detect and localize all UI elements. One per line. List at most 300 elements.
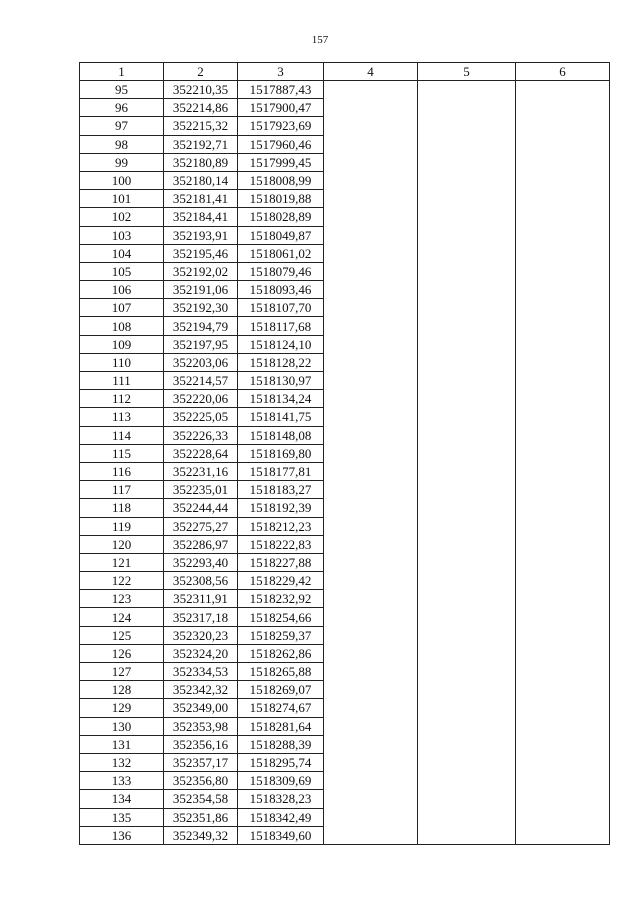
x-coordinate-cell: 352181,41: [164, 190, 238, 208]
header-row: [80, 63, 610, 81]
x-coordinate-cell: 352180,14: [164, 171, 238, 189]
x-coordinate-cell: 352311,91: [164, 590, 238, 608]
x-coordinate-cell: 352354,58: [164, 790, 238, 808]
point-number-cell: 131: [80, 735, 164, 753]
point-number-cell: 101: [80, 190, 164, 208]
y-coordinate-cell: 1518128,22: [238, 353, 324, 371]
y-coordinate-cell: 1518328,23: [238, 790, 324, 808]
point-number-cell: 107: [80, 299, 164, 317]
y-coordinate-cell: 1518049,87: [238, 226, 324, 244]
empty-cell: [516, 317, 610, 335]
empty-cell: [418, 663, 516, 681]
empty-cell: [516, 281, 610, 299]
table-row: [80, 735, 610, 753]
empty-cell: [324, 553, 418, 571]
table-row: [80, 681, 610, 699]
point-number-cell: 134: [80, 790, 164, 808]
point-number-cell: 106: [80, 281, 164, 299]
point-number-cell: 97: [80, 117, 164, 135]
empty-cell: [324, 717, 418, 735]
x-coordinate-cell: 352244,44: [164, 499, 238, 517]
point-number-cell: 128: [80, 681, 164, 699]
empty-cell: [516, 190, 610, 208]
y-coordinate-cell: 1518349,60: [238, 826, 324, 844]
point-number-cell: 127: [80, 663, 164, 681]
point-number-cell: 99: [80, 153, 164, 171]
y-coordinate-cell: 1518148,08: [238, 426, 324, 444]
y-coordinate-cell: 1518192,39: [238, 499, 324, 517]
x-coordinate-cell: 352308,56: [164, 572, 238, 590]
y-coordinate-cell: 1518061,02: [238, 244, 324, 262]
empty-cell: [516, 644, 610, 662]
table-row: [80, 281, 610, 299]
x-coordinate-cell: 352275,27: [164, 517, 238, 535]
empty-cell: [516, 608, 610, 626]
point-number-cell: 102: [80, 208, 164, 226]
x-coordinate-cell: 352203,06: [164, 353, 238, 371]
y-coordinate-cell: 1518265,88: [238, 663, 324, 681]
y-coordinate-cell: 1518281,64: [238, 717, 324, 735]
table-row: [80, 772, 610, 790]
point-number-cell: 120: [80, 535, 164, 553]
y-coordinate-cell: 1518254,66: [238, 608, 324, 626]
table-row: [80, 699, 610, 717]
y-coordinate-cell: 1518134,24: [238, 390, 324, 408]
table-row: [80, 462, 610, 480]
empty-cell: [418, 481, 516, 499]
empty-cell: [418, 117, 516, 135]
y-coordinate-cell: 1518008,99: [238, 171, 324, 189]
point-number-cell: 129: [80, 699, 164, 717]
x-coordinate-cell: 352194,79: [164, 317, 238, 335]
x-coordinate-cell: 352210,35: [164, 81, 238, 99]
empty-cell: [418, 317, 516, 335]
empty-cell: [324, 808, 418, 826]
empty-cell: [516, 335, 610, 353]
empty-cell: [324, 626, 418, 644]
x-coordinate-cell: 352214,57: [164, 372, 238, 390]
table-row: [80, 608, 610, 626]
empty-cell: [516, 408, 610, 426]
y-coordinate-cell: 1518079,46: [238, 262, 324, 280]
point-number-cell: 115: [80, 444, 164, 462]
table-row: [80, 190, 610, 208]
x-coordinate-cell: 352320,23: [164, 626, 238, 644]
x-coordinate-cell: 352214,86: [164, 99, 238, 117]
point-number-cell: 126: [80, 644, 164, 662]
y-coordinate-cell: 1518229,42: [238, 572, 324, 590]
y-coordinate-cell: 1518232,92: [238, 590, 324, 608]
point-number-cell: 100: [80, 171, 164, 189]
x-coordinate-cell: 352356,16: [164, 735, 238, 753]
empty-cell: [324, 353, 418, 371]
empty-cell: [418, 644, 516, 662]
point-number-cell: 133: [80, 772, 164, 790]
x-coordinate-cell: 352192,30: [164, 299, 238, 317]
table-row: [80, 117, 610, 135]
y-coordinate-cell: 1518342,49: [238, 808, 324, 826]
table-row: [80, 262, 610, 280]
empty-cell: [418, 226, 516, 244]
table-row: [80, 499, 610, 517]
empty-cell: [418, 99, 516, 117]
empty-cell: [418, 572, 516, 590]
y-coordinate-cell: 1517887,43: [238, 81, 324, 99]
empty-cell: [516, 772, 610, 790]
point-number-cell: 123: [80, 590, 164, 608]
empty-cell: [516, 462, 610, 480]
table-row: [80, 626, 610, 644]
table-row: [80, 226, 610, 244]
point-number-cell: 96: [80, 99, 164, 117]
x-coordinate-cell: 352357,17: [164, 753, 238, 771]
point-number-cell: 116: [80, 462, 164, 480]
empty-cell: [418, 153, 516, 171]
empty-cell: [324, 772, 418, 790]
y-coordinate-cell: 1518309,69: [238, 772, 324, 790]
empty-cell: [324, 171, 418, 189]
x-coordinate-cell: 352353,98: [164, 717, 238, 735]
table-row: [80, 208, 610, 226]
empty-cell: [516, 299, 610, 317]
empty-cell: [418, 262, 516, 280]
empty-cell: [324, 226, 418, 244]
empty-cell: [516, 626, 610, 644]
empty-cell: [418, 499, 516, 517]
y-coordinate-cell: 1518269,07: [238, 681, 324, 699]
empty-cell: [324, 244, 418, 262]
x-coordinate-cell: 352193,91: [164, 226, 238, 244]
point-number-cell: 113: [80, 408, 164, 426]
empty-cell: [418, 281, 516, 299]
point-number-cell: 109: [80, 335, 164, 353]
table-row: [80, 535, 610, 553]
y-coordinate-cell: 1518124,10: [238, 335, 324, 353]
x-coordinate-cell: 352226,33: [164, 426, 238, 444]
empty-cell: [516, 699, 610, 717]
empty-cell: [324, 99, 418, 117]
table-row: [80, 426, 610, 444]
empty-cell: [418, 535, 516, 553]
empty-cell: [418, 244, 516, 262]
x-coordinate-cell: 352324,20: [164, 644, 238, 662]
empty-cell: [324, 444, 418, 462]
empty-cell: [516, 171, 610, 189]
point-number-cell: 110: [80, 353, 164, 371]
empty-cell: [324, 262, 418, 280]
empty-cell: [516, 481, 610, 499]
point-number-cell: 105: [80, 262, 164, 280]
y-coordinate-cell: 1518288,39: [238, 735, 324, 753]
empty-cell: [324, 190, 418, 208]
point-number-cell: 95: [80, 81, 164, 99]
x-coordinate-cell: 352184,41: [164, 208, 238, 226]
y-coordinate-cell: 1518295,74: [238, 753, 324, 771]
empty-cell: [516, 535, 610, 553]
empty-cell: [324, 281, 418, 299]
y-coordinate-cell: 1518274,67: [238, 699, 324, 717]
column-header-2: 2: [164, 63, 238, 81]
point-number-cell: 132: [80, 753, 164, 771]
empty-cell: [516, 590, 610, 608]
x-coordinate-cell: 352192,02: [164, 262, 238, 280]
empty-cell: [418, 553, 516, 571]
empty-cell: [418, 590, 516, 608]
y-coordinate-cell: 1517960,46: [238, 135, 324, 153]
x-coordinate-cell: 352215,32: [164, 117, 238, 135]
page-number: 157: [311, 34, 329, 46]
empty-cell: [324, 699, 418, 717]
empty-cell: [516, 517, 610, 535]
x-coordinate-cell: 352235,01: [164, 481, 238, 499]
table-row: [80, 663, 610, 681]
y-coordinate-cell: 1518177,81: [238, 462, 324, 480]
point-number-cell: 124: [80, 608, 164, 626]
empty-cell: [324, 153, 418, 171]
empty-cell: [418, 372, 516, 390]
empty-cell: [516, 426, 610, 444]
table-row: [80, 99, 610, 117]
empty-cell: [324, 462, 418, 480]
empty-cell: [418, 462, 516, 480]
empty-cell: [324, 826, 418, 844]
x-coordinate-cell: 352191,06: [164, 281, 238, 299]
y-coordinate-cell: 1518169,80: [238, 444, 324, 462]
empty-cell: [516, 444, 610, 462]
empty-cell: [516, 735, 610, 753]
empty-cell: [324, 644, 418, 662]
empty-cell: [418, 353, 516, 371]
empty-cell: [516, 826, 610, 844]
empty-cell: [516, 390, 610, 408]
x-coordinate-cell: 352195,46: [164, 244, 238, 262]
empty-cell: [324, 790, 418, 808]
empty-cell: [324, 572, 418, 590]
empty-cell: [418, 426, 516, 444]
empty-cell: [516, 790, 610, 808]
table-row: [80, 408, 610, 426]
empty-cell: [418, 208, 516, 226]
point-number-cell: 108: [80, 317, 164, 335]
empty-cell: [516, 99, 610, 117]
empty-cell: [324, 753, 418, 771]
x-coordinate-cell: 352231,16: [164, 462, 238, 480]
empty-cell: [516, 135, 610, 153]
y-coordinate-cell: 1517999,45: [238, 153, 324, 171]
y-coordinate-cell: 1518141,75: [238, 408, 324, 426]
empty-cell: [516, 663, 610, 681]
y-coordinate-cell: 1518212,23: [238, 517, 324, 535]
table-row: [80, 353, 610, 371]
empty-cell: [418, 390, 516, 408]
table-row: [80, 81, 610, 99]
empty-cell: [418, 626, 516, 644]
x-coordinate-cell: 352192,71: [164, 135, 238, 153]
empty-cell: [516, 499, 610, 517]
empty-cell: [516, 372, 610, 390]
empty-cell: [324, 299, 418, 317]
empty-cell: [418, 790, 516, 808]
point-number-cell: 112: [80, 390, 164, 408]
table-row: [80, 317, 610, 335]
y-coordinate-cell: 1518117,68: [238, 317, 324, 335]
x-coordinate-cell: 352220,06: [164, 390, 238, 408]
empty-cell: [516, 717, 610, 735]
point-number-cell: 118: [80, 499, 164, 517]
empty-cell: [418, 772, 516, 790]
empty-cell: [516, 681, 610, 699]
x-coordinate-cell: 352180,89: [164, 153, 238, 171]
empty-cell: [324, 608, 418, 626]
empty-cell: [324, 663, 418, 681]
empty-cell: [324, 390, 418, 408]
empty-cell: [324, 481, 418, 499]
table-row: [80, 572, 610, 590]
y-coordinate-cell: 1518227,88: [238, 553, 324, 571]
table-row: [80, 590, 610, 608]
point-number-cell: 103: [80, 226, 164, 244]
empty-cell: [516, 262, 610, 280]
table-row: [80, 517, 610, 535]
empty-cell: [516, 81, 610, 99]
x-coordinate-cell: 352197,95: [164, 335, 238, 353]
x-coordinate-cell: 352334,53: [164, 663, 238, 681]
empty-cell: [516, 753, 610, 771]
table-row: [80, 717, 610, 735]
point-number-cell: 111: [80, 372, 164, 390]
empty-cell: [418, 171, 516, 189]
empty-cell: [324, 372, 418, 390]
table-row: [80, 826, 610, 844]
y-coordinate-cell: 1517900,47: [238, 99, 324, 117]
empty-cell: [418, 753, 516, 771]
table-row: [80, 299, 610, 317]
table-row: [80, 135, 610, 153]
y-coordinate-cell: 1518028,89: [238, 208, 324, 226]
empty-cell: [418, 444, 516, 462]
x-coordinate-cell: 352349,32: [164, 826, 238, 844]
table-row: [80, 644, 610, 662]
y-coordinate-cell: 1517923,69: [238, 117, 324, 135]
empty-cell: [324, 208, 418, 226]
point-number-cell: 121: [80, 553, 164, 571]
x-coordinate-cell: 352225,05: [164, 408, 238, 426]
point-number-cell: 136: [80, 826, 164, 844]
table-row: [80, 171, 610, 189]
point-number-cell: 119: [80, 517, 164, 535]
table-row: [80, 335, 610, 353]
table-row: [80, 153, 610, 171]
empty-cell: [516, 153, 610, 171]
column-header-1: 1: [80, 63, 164, 81]
empty-cell: [324, 81, 418, 99]
x-coordinate-cell: 352351,86: [164, 808, 238, 826]
point-number-cell: 114: [80, 426, 164, 444]
empty-cell: [418, 717, 516, 735]
empty-cell: [418, 808, 516, 826]
empty-cell: [324, 135, 418, 153]
empty-cell: [516, 353, 610, 371]
x-coordinate-cell: 352349,00: [164, 699, 238, 717]
y-coordinate-cell: 1518222,83: [238, 535, 324, 553]
empty-cell: [418, 681, 516, 699]
empty-cell: [324, 590, 418, 608]
empty-cell: [418, 699, 516, 717]
table-row: [80, 444, 610, 462]
empty-cell: [324, 408, 418, 426]
point-number-cell: 130: [80, 717, 164, 735]
table-row: [80, 790, 610, 808]
x-coordinate-cell: 352317,18: [164, 608, 238, 626]
point-number-cell: 98: [80, 135, 164, 153]
empty-cell: [516, 226, 610, 244]
table-row: [80, 553, 610, 571]
empty-cell: [324, 681, 418, 699]
column-header-5: 5: [418, 63, 516, 81]
empty-cell: [418, 81, 516, 99]
empty-cell: [418, 517, 516, 535]
y-coordinate-cell: 1518183,27: [238, 481, 324, 499]
empty-cell: [324, 735, 418, 753]
empty-cell: [516, 808, 610, 826]
empty-cell: [418, 335, 516, 353]
point-number-cell: 122: [80, 572, 164, 590]
empty-cell: [516, 244, 610, 262]
table-row: [80, 481, 610, 499]
empty-cell: [516, 553, 610, 571]
x-coordinate-cell: 352228,64: [164, 444, 238, 462]
x-coordinate-cell: 352286,97: [164, 535, 238, 553]
empty-cell: [418, 299, 516, 317]
column-header-4: 4: [324, 63, 418, 81]
point-number-cell: 135: [80, 808, 164, 826]
y-coordinate-cell: 1518130,97: [238, 372, 324, 390]
empty-cell: [516, 208, 610, 226]
y-coordinate-cell: 1518259,37: [238, 626, 324, 644]
empty-cell: [324, 317, 418, 335]
point-number-cell: 104: [80, 244, 164, 262]
column-header-6: 6: [516, 63, 610, 81]
x-coordinate-cell: 352293,40: [164, 553, 238, 571]
empty-cell: [324, 535, 418, 553]
empty-cell: [418, 735, 516, 753]
empty-cell: [418, 608, 516, 626]
point-number-cell: 117: [80, 481, 164, 499]
table-row: [80, 244, 610, 262]
empty-cell: [516, 572, 610, 590]
empty-cell: [418, 408, 516, 426]
y-coordinate-cell: 1518093,46: [238, 281, 324, 299]
empty-cell: [418, 135, 516, 153]
column-header-3: 3: [238, 63, 324, 81]
x-coordinate-cell: 352342,32: [164, 681, 238, 699]
coordinates-table: [79, 62, 610, 845]
point-number-cell: 125: [80, 626, 164, 644]
table-row: [80, 808, 610, 826]
y-coordinate-cell: 1518262,86: [238, 644, 324, 662]
table-body: [80, 81, 610, 845]
table-row: [80, 372, 610, 390]
table-row: [80, 753, 610, 771]
empty-cell: [324, 517, 418, 535]
y-coordinate-cell: 1518107,70: [238, 299, 324, 317]
empty-cell: [324, 335, 418, 353]
empty-cell: [516, 117, 610, 135]
empty-cell: [324, 117, 418, 135]
empty-cell: [324, 499, 418, 517]
table-row: [80, 390, 610, 408]
y-coordinate-cell: 1518019,88: [238, 190, 324, 208]
